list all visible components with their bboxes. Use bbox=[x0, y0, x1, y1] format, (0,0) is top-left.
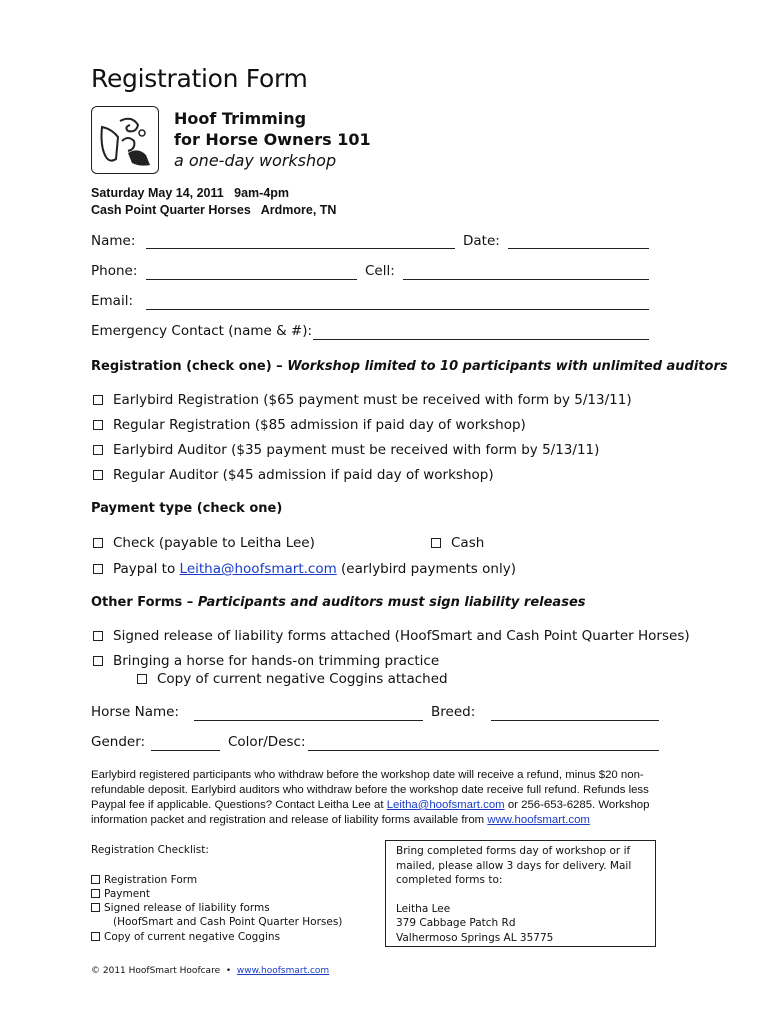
event-location: Cash Point Quarter Horses Ardmore, TN bbox=[91, 203, 337, 217]
earlybird-auditor-option[interactable] bbox=[93, 442, 599, 458]
option-label: Regular Auditor ($45 admission if paid day of workshop) bbox=[113, 467, 494, 483]
option-label: Signed release of liability forms attached (HoofSmart and Cash Point Quarter Horses) bbox=[113, 628, 690, 644]
option-label: Earlybird Registration ($65 payment must be received with form by 5/13/11) bbox=[113, 392, 632, 408]
footer-website-link[interactable]: www.hoofsmart.com bbox=[236, 966, 330, 976]
checkbox-icon[interactable] bbox=[431, 538, 441, 548]
footer-bullet: • bbox=[225, 966, 232, 976]
checkbox-icon bbox=[91, 903, 100, 912]
option-label: Check (payable to Leitha Lee) bbox=[113, 535, 315, 551]
checkbox-icon[interactable] bbox=[137, 674, 147, 684]
other-forms-heading-note: Participants and auditors must sign liability releases bbox=[197, 595, 586, 610]
paypal-payment-option[interactable] bbox=[93, 561, 516, 577]
registration-heading bbox=[91, 359, 728, 374]
workshop-title-line1: Hoof Trimming bbox=[174, 109, 307, 128]
checklist-item-label: Payment bbox=[104, 888, 150, 900]
cash-payment-option[interactable] bbox=[431, 535, 484, 551]
workshop-title-line2: for Horse Owners 101 bbox=[174, 130, 371, 149]
date-field[interactable] bbox=[508, 248, 649, 249]
footer bbox=[91, 966, 329, 976]
other-forms-heading-text: Other Forms – bbox=[91, 595, 198, 610]
coggins-option[interactable] bbox=[137, 671, 448, 687]
email-field[interactable] bbox=[146, 309, 649, 310]
breed-field[interactable] bbox=[491, 720, 659, 721]
mail-instructions-line2: mailed, please allow 3 days for delivery. Mail bbox=[396, 859, 632, 872]
option-label: Earlybird Auditor ($35 payment must be received with form by 5/13/11) bbox=[113, 442, 600, 458]
option-label: Copy of current negative Coggins attached bbox=[157, 671, 448, 687]
mail-instructions-line3: completed forms to: bbox=[396, 874, 503, 886]
checklist-item bbox=[91, 887, 150, 902]
paypal-prefix: Paypal to bbox=[113, 561, 180, 577]
gender-label: Gender: bbox=[91, 734, 146, 750]
option-label: Regular Registration ($85 admission if paid day of workshop) bbox=[113, 417, 526, 433]
signed-release-option[interactable] bbox=[93, 628, 690, 644]
cell-field[interactable] bbox=[403, 279, 649, 280]
checkbox-icon bbox=[91, 889, 100, 898]
option-label: Cash bbox=[451, 535, 485, 551]
event-date: Saturday May 14, 2011 9am-4pm bbox=[91, 186, 290, 200]
contact-email-link[interactable]: Leitha@hoofsmart.com bbox=[386, 799, 505, 811]
checkbox-icon bbox=[91, 932, 100, 941]
checklist-item-label: Copy of current negative Coggins bbox=[104, 931, 281, 943]
checkbox-icon[interactable] bbox=[93, 656, 103, 666]
horse-name-label: Horse Name: bbox=[91, 704, 179, 720]
phone-label: Phone: bbox=[91, 263, 138, 279]
checklist-heading: Registration Checklist: bbox=[91, 844, 209, 856]
checkbox-icon[interactable] bbox=[93, 470, 103, 480]
website-link[interactable]: www.hoofsmart.com bbox=[487, 814, 590, 826]
paypal-suffix: (earlybird payments only) bbox=[336, 561, 516, 577]
paypal-email-link[interactable]: Leitha@hoofsmart.com bbox=[179, 561, 337, 577]
phone-field[interactable] bbox=[146, 279, 357, 280]
date-label: Date: bbox=[463, 233, 500, 249]
other-forms-heading bbox=[91, 595, 586, 610]
mail-street: 379 Cabbage Patch Rd bbox=[396, 917, 516, 929]
regular-auditor-option[interactable] bbox=[93, 467, 494, 483]
checklist-item-label: Registration Form bbox=[104, 874, 198, 886]
checklist-item bbox=[91, 901, 270, 916]
check-payment-option[interactable] bbox=[93, 535, 315, 551]
emergency-contact-label: Emergency Contact (name & #): bbox=[91, 323, 313, 339]
registration-heading-note: Workshop limited to 10 participants with unlimited auditors bbox=[287, 359, 728, 374]
page-title: Registration Form bbox=[91, 64, 308, 93]
checklist-item-sub: (HoofSmart and Cash Point Quarter Horses) bbox=[113, 916, 343, 928]
checkbox-icon bbox=[91, 875, 100, 884]
gender-field[interactable] bbox=[151, 750, 220, 751]
workshop-subtitle: a one-day workshop bbox=[174, 151, 337, 170]
hoofsmart-logo-icon bbox=[91, 106, 159, 174]
mail-city: Valhermoso Springs AL 35775 bbox=[396, 931, 554, 944]
horse-name-field[interactable] bbox=[194, 720, 423, 721]
name-label: Name: bbox=[91, 233, 136, 249]
checkbox-icon[interactable] bbox=[93, 420, 103, 430]
registration-heading-text: Registration (check one) – bbox=[91, 359, 288, 374]
mail-recipient-name: Leitha Lee bbox=[396, 902, 451, 915]
emergency-contact-field[interactable] bbox=[313, 339, 649, 340]
payment-heading: Payment type (check one) bbox=[91, 501, 283, 516]
checkbox-icon[interactable] bbox=[93, 564, 103, 574]
email-label: Email: bbox=[91, 293, 134, 309]
checklist-item bbox=[91, 873, 197, 888]
earlybird-registration-option[interactable] bbox=[93, 392, 632, 408]
option-label: Bringing a horse for hands-on trimming practice bbox=[113, 653, 440, 669]
checkbox-icon[interactable] bbox=[93, 395, 103, 405]
checkbox-icon[interactable] bbox=[93, 538, 103, 548]
refund-notice bbox=[91, 768, 681, 828]
mail-instructions-line1: Bring completed forms day of workshop or if bbox=[396, 845, 631, 857]
checkbox-icon[interactable] bbox=[93, 445, 103, 455]
mailing-info-box bbox=[385, 840, 656, 947]
color-desc-label: Color/Desc: bbox=[228, 734, 306, 750]
checklist-item-label: Signed release of liability forms bbox=[104, 902, 270, 914]
regular-registration-option[interactable] bbox=[93, 417, 526, 433]
name-field[interactable] bbox=[146, 248, 455, 249]
notice-text-1: Earlybird registered participants who withdraw before the workshop date will receive a refund, minus $20 non-refundable deposit. Earlybird auditors who withdraw before the workshop date receive full refund. Refunds less Paypal fee if applicable. Questions? Contact Leitha Lee at bbox=[91, 769, 649, 811]
notice-text-2: or 256-653-6285. Workshop information packet and registration and release of liability forms available from bbox=[91, 799, 650, 826]
footer-copyright: © 2011 HoofSmart Hoofcare bbox=[91, 966, 221, 976]
bringing-horse-option[interactable] bbox=[93, 653, 439, 669]
checklist-item bbox=[91, 930, 280, 945]
cell-label: Cell: bbox=[365, 263, 395, 279]
breed-label: Breed: bbox=[431, 704, 476, 720]
checkbox-icon[interactable] bbox=[93, 631, 103, 641]
color-desc-field[interactable] bbox=[308, 750, 659, 751]
